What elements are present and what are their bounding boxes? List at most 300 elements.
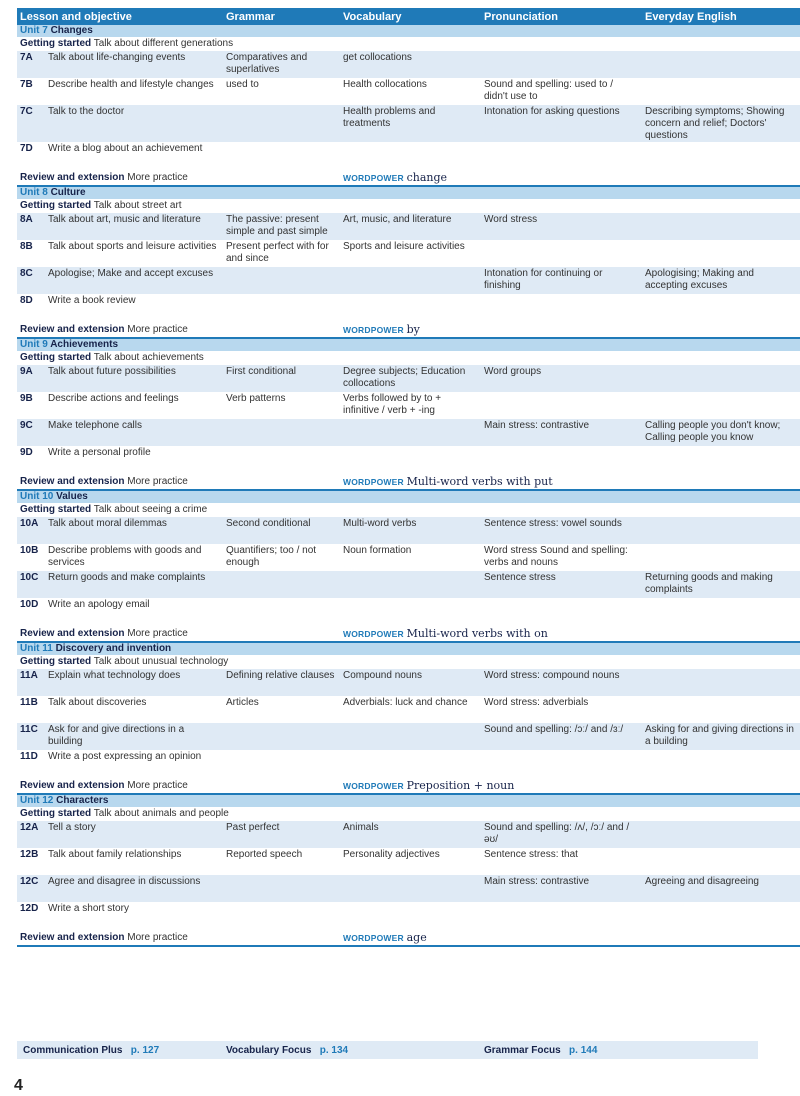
lesson-row — [17, 848, 800, 875]
pronunciation-cell — [481, 392, 642, 419]
review-label: Review and extension — [20, 476, 125, 487]
wordpower-label: WORDPOWER — [343, 781, 404, 791]
getting-started-row — [17, 37, 800, 51]
grammar-cell — [223, 875, 340, 902]
unit-title-cell — [17, 186, 800, 199]
lesson-code: 7A — [20, 52, 33, 63]
review-text: More practice — [127, 324, 188, 335]
pronunciation-cell — [481, 902, 642, 929]
pronunciation-cell — [481, 142, 642, 169]
footer-communication-page: p. 127 — [130, 1045, 160, 1056]
footer-grammar-page: p. 144 — [569, 1045, 598, 1056]
lesson-cell — [17, 240, 223, 267]
getting-started-text: Talk about street art — [93, 200, 182, 211]
wordpower-cell — [340, 777, 800, 794]
getting-started-text: Talk about unusual technology — [93, 656, 229, 667]
lesson-objective: Describe health and lifestyle changes — [48, 79, 214, 90]
wordpower-cell — [340, 929, 800, 946]
lesson-code: 12D — [20, 903, 39, 914]
lesson-cell — [17, 821, 223, 848]
header-grammar: Grammar — [223, 8, 340, 25]
lesson-cell — [17, 51, 223, 78]
vocabulary-cell: Noun formation — [340, 544, 481, 571]
unit-title: Changes — [50, 25, 93, 36]
lesson-row — [17, 723, 800, 750]
grammar-cell: Second conditional — [223, 517, 340, 544]
grammar-cell: Reported speech — [223, 848, 340, 875]
lesson-objective: Write a blog about an achievement — [48, 143, 203, 154]
grammar-cell — [223, 446, 340, 473]
contents-table-wrapper — [17, 8, 800, 947]
vocabulary-cell: get collocations — [340, 51, 481, 78]
vocabulary-cell: Degree subjects; Education collocations — [340, 365, 481, 392]
grammar-cell: Past perfect — [223, 821, 340, 848]
vocabulary-cell — [340, 267, 481, 294]
unit-title-row — [17, 490, 800, 503]
everyday-english-cell — [642, 365, 800, 392]
header-everyday-english: Everyday English — [642, 8, 800, 25]
unit-title: Achievements — [50, 339, 119, 350]
getting-started-row — [17, 351, 800, 365]
everyday-english-cell — [642, 598, 800, 625]
unit-number: Unit 9 — [20, 339, 48, 350]
lesson-code: 8B — [20, 241, 33, 252]
table-header — [17, 8, 800, 25]
lesson-cell — [17, 723, 223, 750]
getting-started-row — [17, 807, 800, 821]
grammar-cell: Comparatives and superlatives — [223, 51, 340, 78]
everyday-english-cell — [642, 669, 800, 696]
lesson-row — [17, 392, 800, 419]
wordpower-word: change — [406, 171, 448, 184]
lesson-row — [17, 902, 800, 929]
getting-started-row — [17, 655, 800, 669]
wordpower-word: Multi-word verbs with on — [406, 627, 548, 640]
grammar-cell: Quantifiers; too / not enough — [223, 544, 340, 571]
review-cell — [17, 625, 340, 642]
lesson-cell — [17, 696, 223, 723]
lesson-code: 10D — [20, 599, 39, 610]
lesson-objective: Talk to the doctor — [48, 106, 125, 117]
wordpower-cell — [340, 625, 800, 642]
vocabulary-cell — [340, 723, 481, 750]
everyday-english-cell: Calling people you don't know; Calling people you know — [642, 419, 800, 446]
lesson-objective: Make telephone calls — [48, 420, 142, 431]
vocabulary-cell: Multi-word verbs — [340, 517, 481, 544]
review-cell — [17, 169, 340, 186]
lesson-cell — [17, 105, 223, 142]
lesson-objective: Talk about moral dilemmas — [48, 518, 167, 529]
footer-bar — [17, 1041, 758, 1059]
pronunciation-cell: Intonation for continuing or finishing — [481, 267, 642, 294]
review-text: More practice — [127, 932, 188, 943]
wordpower-label: WORDPOWER — [343, 933, 404, 943]
review-row — [17, 169, 800, 186]
header-pronunciation: Pronunciation — [481, 8, 642, 25]
pronunciation-cell: Sound and spelling: used to / didn't use to — [481, 78, 642, 105]
footer-grammar-label: Grammar Focus — [484, 1045, 561, 1056]
review-text: More practice — [127, 628, 188, 639]
pronunciation-cell — [481, 240, 642, 267]
everyday-english-cell — [642, 750, 800, 777]
unit-number: Unit 8 — [20, 187, 48, 198]
lesson-row — [17, 51, 800, 78]
lesson-cell — [17, 213, 223, 240]
footer-communication[interactable] — [23, 1045, 159, 1056]
vocabulary-cell — [340, 750, 481, 777]
pronunciation-cell — [481, 294, 642, 321]
lesson-code: 10B — [20, 545, 39, 556]
lesson-code: 9C — [20, 420, 33, 431]
lesson-objective: Talk about family relationships — [48, 849, 182, 860]
pronunciation-cell: Sentence stress: vowel sounds — [481, 517, 642, 544]
lesson-code: 8C — [20, 268, 33, 279]
lesson-objective: Write a personal profile — [48, 447, 151, 458]
lesson-code: 10C — [20, 572, 39, 583]
lesson-code: 12A — [20, 822, 39, 833]
getting-started-cell — [17, 503, 800, 517]
lesson-objective: Talk about future possibilities — [48, 366, 176, 377]
everyday-english-cell — [642, 51, 800, 78]
lesson-objective: Describe problems with goods and services — [48, 545, 202, 568]
lesson-row — [17, 142, 800, 169]
getting-started-row — [17, 199, 800, 213]
unit-title-row — [17, 642, 800, 655]
everyday-english-cell — [642, 78, 800, 105]
review-text: More practice — [127, 172, 188, 183]
lesson-objective: Talk about art, music and literature — [48, 214, 201, 225]
everyday-english-cell — [642, 294, 800, 321]
wordpower-label: WORDPOWER — [343, 325, 404, 335]
lesson-row — [17, 446, 800, 473]
unit-title-cell — [17, 490, 800, 503]
pronunciation-cell: Word stress: compound nouns — [481, 669, 642, 696]
pronunciation-cell: Sentence stress — [481, 571, 642, 598]
wordpower-word: age — [406, 931, 427, 944]
vocabulary-cell: Sports and leisure activities — [340, 240, 481, 267]
grammar-cell: used to — [223, 78, 340, 105]
review-cell — [17, 473, 340, 490]
grammar-cell: Present perfect with for and since — [223, 240, 340, 267]
lesson-row — [17, 517, 800, 544]
page-number: 4 — [14, 1077, 23, 1094]
lesson-row — [17, 571, 800, 598]
getting-started-text: Talk about seeing a crime — [93, 504, 208, 515]
getting-started-label: Getting started — [20, 656, 92, 667]
everyday-english-cell — [642, 446, 800, 473]
lesson-cell — [17, 571, 223, 598]
footer-vocabulary-label: Vocabulary Focus — [226, 1045, 312, 1056]
unit-title-row — [17, 338, 800, 351]
lesson-row — [17, 544, 800, 571]
everyday-english-cell — [642, 544, 800, 571]
vocabulary-cell — [340, 875, 481, 902]
review-label: Review and extension — [20, 628, 125, 639]
everyday-english-cell: Agreeing and disagreeing — [642, 875, 800, 902]
grammar-cell — [223, 294, 340, 321]
lesson-objective: Write a post expressing an opinion — [48, 751, 202, 762]
getting-started-label: Getting started — [20, 200, 92, 211]
lesson-code: 11B — [20, 697, 38, 708]
lesson-cell — [17, 848, 223, 875]
lesson-row — [17, 267, 800, 294]
wordpower-word: Preposition + noun — [406, 779, 515, 792]
getting-started-cell — [17, 199, 800, 213]
getting-started-row — [17, 503, 800, 517]
unit-title-row — [17, 794, 800, 807]
getting-started-text: Talk about achievements — [93, 352, 204, 363]
lesson-row — [17, 696, 800, 723]
pronunciation-cell: Word stress — [481, 213, 642, 240]
wordpower-cell — [340, 473, 800, 490]
unit-number: Unit 12 — [20, 795, 54, 806]
wordpower-word: by — [406, 323, 420, 336]
lesson-cell — [17, 517, 223, 544]
grammar-cell — [223, 598, 340, 625]
grammar-cell: Defining relative clauses — [223, 669, 340, 696]
lesson-row — [17, 240, 800, 267]
getting-started-label: Getting started — [20, 352, 92, 363]
wordpower-label: WORDPOWER — [343, 173, 404, 183]
grammar-cell: First conditional — [223, 365, 340, 392]
lesson-row — [17, 669, 800, 696]
pronunciation-cell — [481, 446, 642, 473]
review-text: More practice — [127, 476, 188, 487]
review-row — [17, 929, 800, 946]
lesson-code: 9B — [20, 393, 33, 404]
unit-title: Discovery and invention — [55, 643, 172, 654]
lesson-code: 8A — [20, 214, 33, 225]
getting-started-text: Talk about different generations — [93, 38, 234, 49]
lesson-objective: Return goods and make complaints — [48, 572, 206, 583]
grammar-cell — [223, 419, 340, 446]
lesson-row — [17, 875, 800, 902]
pronunciation-cell — [481, 51, 642, 78]
lesson-row — [17, 105, 800, 142]
grammar-cell — [223, 267, 340, 294]
vocabulary-cell: Verbs followed by to + infinitive / verb + -ing — [340, 392, 481, 419]
review-label: Review and extension — [20, 932, 125, 943]
grammar-cell — [223, 723, 340, 750]
review-row — [17, 473, 800, 490]
lesson-cell — [17, 750, 223, 777]
pronunciation-cell — [481, 750, 642, 777]
review-cell — [17, 321, 340, 338]
pronunciation-cell: Sentence stress: that — [481, 848, 642, 875]
lesson-cell — [17, 78, 223, 105]
vocabulary-cell — [340, 419, 481, 446]
vocabulary-cell — [340, 902, 481, 929]
unit-title-cell — [17, 642, 800, 655]
footer-communication-label: Communication Plus — [23, 1045, 123, 1056]
lesson-row — [17, 294, 800, 321]
getting-started-label: Getting started — [20, 504, 92, 515]
pronunciation-cell: Intonation for asking questions — [481, 105, 642, 142]
unit-number: Unit 7 — [20, 25, 48, 36]
lesson-cell — [17, 598, 223, 625]
review-row — [17, 777, 800, 794]
grammar-cell — [223, 571, 340, 598]
unit-title-cell — [17, 794, 800, 807]
header-lesson: Lesson and objective — [17, 8, 223, 25]
lesson-objective: Talk about sports and leisure activities — [48, 241, 217, 252]
grammar-cell: Verb patterns — [223, 392, 340, 419]
lesson-cell — [17, 544, 223, 571]
vocabulary-cell: Compound nouns — [340, 669, 481, 696]
lesson-cell — [17, 902, 223, 929]
review-label: Review and extension — [20, 324, 125, 335]
vocabulary-cell — [340, 446, 481, 473]
lesson-objective: Ask for and give directions in a building — [48, 724, 185, 747]
lesson-objective: Apologise; Make and accept excuses — [48, 268, 214, 279]
lesson-code: 8D — [20, 295, 33, 306]
lesson-code: 12C — [20, 876, 39, 887]
vocabulary-cell — [340, 294, 481, 321]
vocabulary-cell — [340, 142, 481, 169]
getting-started-cell — [17, 807, 800, 821]
wordpower-cell — [340, 321, 800, 338]
lesson-code: 9D — [20, 447, 33, 458]
grammar-cell — [223, 105, 340, 142]
lesson-code: 11C — [20, 724, 38, 735]
lesson-cell — [17, 875, 223, 902]
lesson-objective: Write a short story — [48, 903, 129, 914]
lesson-code: 10A — [20, 518, 39, 529]
everyday-english-cell — [642, 517, 800, 544]
vocabulary-cell: Health problems and treatments — [340, 105, 481, 142]
vocabulary-cell: Adverbials: luck and chance — [340, 696, 481, 723]
vocabulary-cell: Art, music, and literature — [340, 213, 481, 240]
lesson-code: 7D — [20, 143, 33, 154]
lesson-code: 7B — [20, 79, 33, 90]
vocabulary-cell: Personality adjectives — [340, 848, 481, 875]
lesson-row — [17, 365, 800, 392]
wordpower-label: WORDPOWER — [343, 477, 404, 487]
lesson-cell — [17, 294, 223, 321]
footer-vocabulary[interactable] — [226, 1045, 348, 1056]
everyday-english-cell: Describing symptoms; Showing concern and relief; Doctors' questions — [642, 105, 800, 142]
lesson-objective: Talk about life-changing events — [48, 52, 186, 63]
unit-title-row — [17, 25, 800, 37]
lesson-objective: Talk about discoveries — [48, 697, 147, 708]
lesson-cell — [17, 267, 223, 294]
lesson-code: 11A — [20, 670, 38, 681]
table-body — [17, 25, 800, 946]
vocabulary-cell: Animals — [340, 821, 481, 848]
everyday-english-cell: Returning goods and making complaints — [642, 571, 800, 598]
getting-started-cell — [17, 351, 800, 365]
pronunciation-cell: Word stress: adverbials — [481, 696, 642, 723]
pronunciation-cell: Sound and spelling: /ʌ/, /ɔː/ and /əʊ/ — [481, 821, 642, 848]
lesson-cell — [17, 669, 223, 696]
everyday-english-cell — [642, 213, 800, 240]
pronunciation-cell: Main stress: contrastive — [481, 419, 642, 446]
lesson-row — [17, 821, 800, 848]
getting-started-label: Getting started — [20, 38, 92, 49]
grammar-cell: Articles — [223, 696, 340, 723]
lesson-code: 11D — [20, 751, 38, 762]
lesson-objective: Tell a story — [48, 822, 96, 833]
review-cell — [17, 929, 340, 946]
everyday-english-cell — [642, 240, 800, 267]
wordpower-cell — [340, 169, 800, 186]
unit-title-cell — [17, 338, 800, 351]
lesson-objective: Describe actions and feelings — [48, 393, 179, 404]
grammar-cell — [223, 142, 340, 169]
review-cell — [17, 777, 340, 794]
footer-grammar[interactable] — [484, 1045, 597, 1056]
review-row — [17, 625, 800, 642]
review-row — [17, 321, 800, 338]
everyday-english-cell — [642, 696, 800, 723]
lesson-cell — [17, 446, 223, 473]
vocabulary-cell — [340, 571, 481, 598]
pronunciation-cell — [481, 598, 642, 625]
grammar-cell: The passive: present simple and past simple — [223, 213, 340, 240]
getting-started-label: Getting started — [20, 808, 92, 819]
unit-title: Culture — [50, 187, 86, 198]
lesson-code: 9A — [20, 366, 33, 377]
vocabulary-cell: Health collocations — [340, 78, 481, 105]
everyday-english-cell: Apologising; Making and accepting excuses — [642, 267, 800, 294]
footer-vocabulary-page: p. 134 — [319, 1045, 349, 1056]
lesson-objective: Explain what technology does — [48, 670, 181, 681]
review-label: Review and extension — [20, 172, 125, 183]
pronunciation-cell: Sound and spelling: /ɔː/ and /ɜː/ — [481, 723, 642, 750]
grammar-cell — [223, 902, 340, 929]
lesson-row — [17, 750, 800, 777]
lesson-cell — [17, 365, 223, 392]
everyday-english-cell — [642, 848, 800, 875]
pronunciation-cell: Word groups — [481, 365, 642, 392]
unit-number: Unit 10 — [20, 491, 54, 502]
getting-started-cell — [17, 655, 800, 669]
wordpower-word: Multi-word verbs with put — [406, 475, 553, 488]
everyday-english-cell — [642, 392, 800, 419]
vocabulary-cell — [340, 598, 481, 625]
header-vocabulary: Vocabulary — [340, 8, 481, 25]
review-text: More practice — [127, 780, 188, 791]
everyday-english-cell — [642, 821, 800, 848]
everyday-english-cell: Asking for and giving directions in a building — [642, 723, 800, 750]
unit-title-row — [17, 186, 800, 199]
everyday-english-cell — [642, 902, 800, 929]
lesson-cell — [17, 392, 223, 419]
lesson-objective: Write an apology email — [48, 599, 150, 610]
lesson-row — [17, 598, 800, 625]
getting-started-text: Talk about animals and people — [93, 808, 229, 819]
pronunciation-cell: Main stress: contrastive — [481, 875, 642, 902]
lesson-cell — [17, 142, 223, 169]
everyday-english-cell — [642, 142, 800, 169]
unit-number: Unit 11 — [20, 643, 53, 654]
wordpower-label: WORDPOWER — [343, 629, 404, 639]
unit-title: Values — [56, 491, 88, 502]
lesson-row — [17, 78, 800, 105]
grammar-cell — [223, 750, 340, 777]
unit-title-cell — [17, 25, 800, 37]
lesson-cell — [17, 419, 223, 446]
lesson-row — [17, 419, 800, 446]
unit-title: Characters — [56, 795, 109, 806]
lesson-code: 7C — [20, 106, 33, 117]
contents-table — [17, 8, 800, 947]
lesson-objective: Agree and disagree in discussions — [48, 876, 201, 887]
pronunciation-cell: Word stress Sound and spelling: verbs and nouns — [481, 544, 642, 571]
review-label: Review and extension — [20, 780, 125, 791]
lesson-objective: Write a book review — [48, 295, 136, 306]
getting-started-cell — [17, 37, 800, 51]
